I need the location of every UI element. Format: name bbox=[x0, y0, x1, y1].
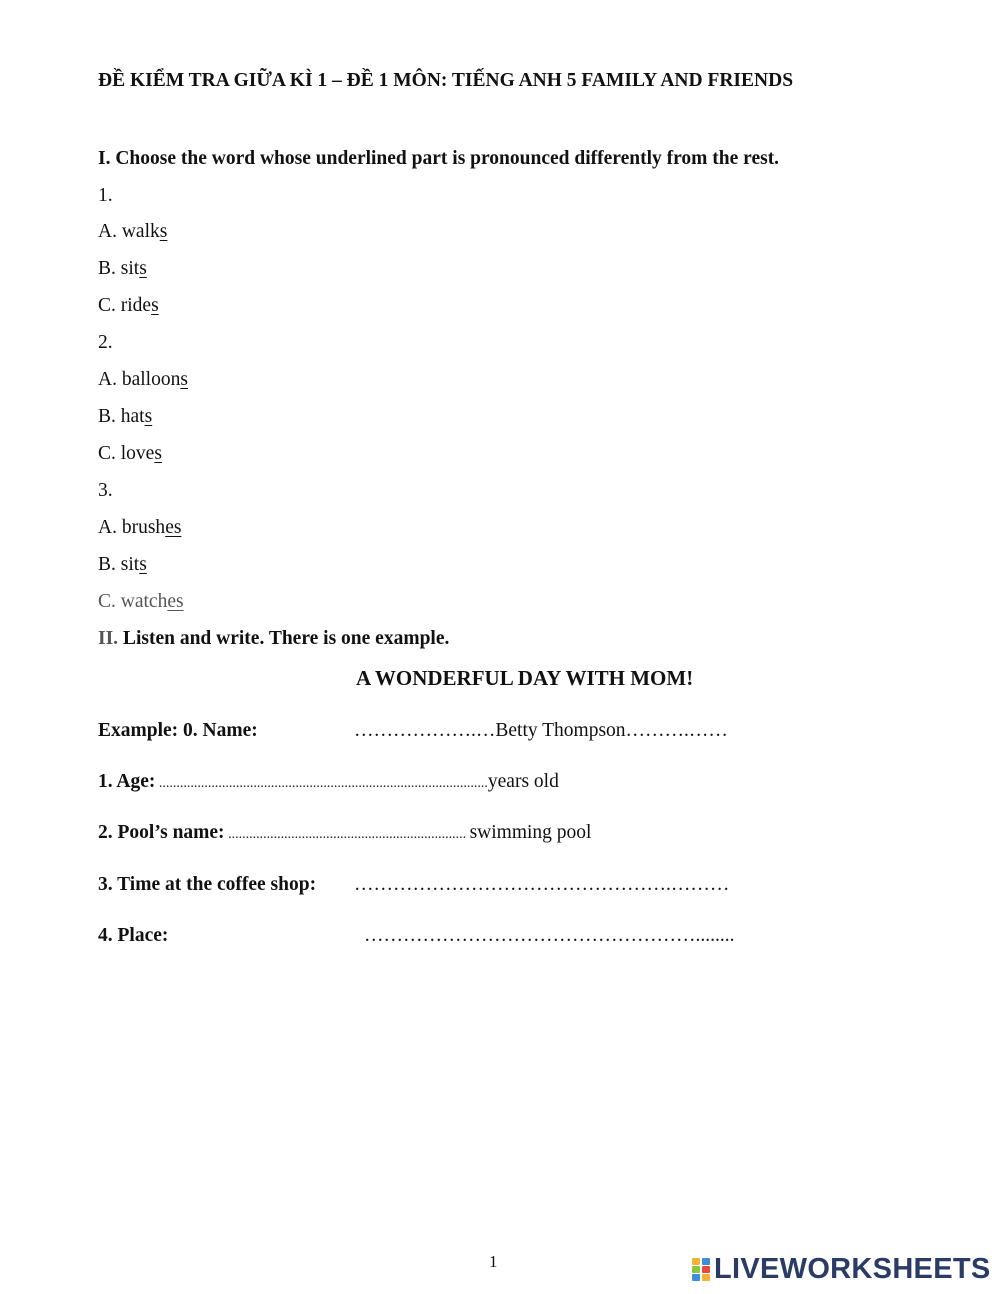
field-age-label: 1. Age: bbox=[98, 771, 156, 792]
question-1-number: 1. bbox=[98, 185, 113, 206]
question-1-option-c: C. rides bbox=[98, 295, 159, 316]
liveworksheets-logo[interactable] bbox=[692, 1253, 991, 1286]
question-3-number: 3. bbox=[98, 480, 113, 501]
example-label: Example: 0. Name: bbox=[98, 720, 258, 741]
field-pool-name[interactable] bbox=[98, 822, 591, 844]
section-1-heading: I. Choose the word whose underlined part is pronounced differently from the rest. bbox=[98, 148, 780, 169]
page-number: 1 bbox=[489, 1252, 498, 1271]
page-title: ĐỀ KIỂM TRA GIỮA KÌ 1 – ĐỀ 1 MÔN: TIẾNG ANH 5 FAMILY AND FRIENDS bbox=[98, 70, 794, 91]
listening-subtitle: A WONDERFUL DAY WITH MOM! bbox=[356, 666, 694, 690]
field-age[interactable] bbox=[98, 771, 559, 793]
field-pool-name-blank[interactable]: .................................................................... bbox=[224, 827, 470, 842]
liveworksheets-wordmark: LIVEWORKSHEETS bbox=[714, 1253, 991, 1285]
question-3-option-a: A. brushes bbox=[98, 517, 182, 538]
example-answer: ……………….…Betty Thompson……….…… bbox=[354, 720, 728, 741]
question-1-option-b: B. sits bbox=[98, 258, 147, 279]
question-2-option-c: C. loves bbox=[98, 443, 162, 464]
question-3-option-b: B. sits bbox=[98, 554, 147, 575]
section-2-heading: II. Listen and write. There is one example. bbox=[98, 628, 450, 649]
field-age-suffix: years old bbox=[487, 771, 559, 792]
question-3-option-c: C. watches bbox=[98, 591, 184, 612]
field-time-label: 3. Time at the coffee shop: bbox=[98, 874, 317, 895]
field-pool-name-suffix: swimming pool bbox=[469, 822, 592, 843]
question-1-option-a: A. walks bbox=[98, 221, 168, 242]
field-place-blank[interactable]: ……………………………………………........ bbox=[364, 925, 735, 946]
field-time-blank[interactable]: ………………………………………….……… bbox=[354, 874, 730, 895]
field-pool-name-label: 2. Pool’s name: bbox=[98, 822, 225, 843]
field-place-label: 4. Place: bbox=[98, 925, 169, 946]
question-2-number: 2. bbox=[98, 332, 113, 353]
liveworksheets-icon bbox=[692, 1258, 712, 1282]
question-2-option-a: A. balloons bbox=[98, 369, 188, 390]
field-age-blank[interactable]: .............................................................................................. bbox=[155, 776, 488, 791]
question-2-option-b: B. hats bbox=[98, 406, 153, 427]
